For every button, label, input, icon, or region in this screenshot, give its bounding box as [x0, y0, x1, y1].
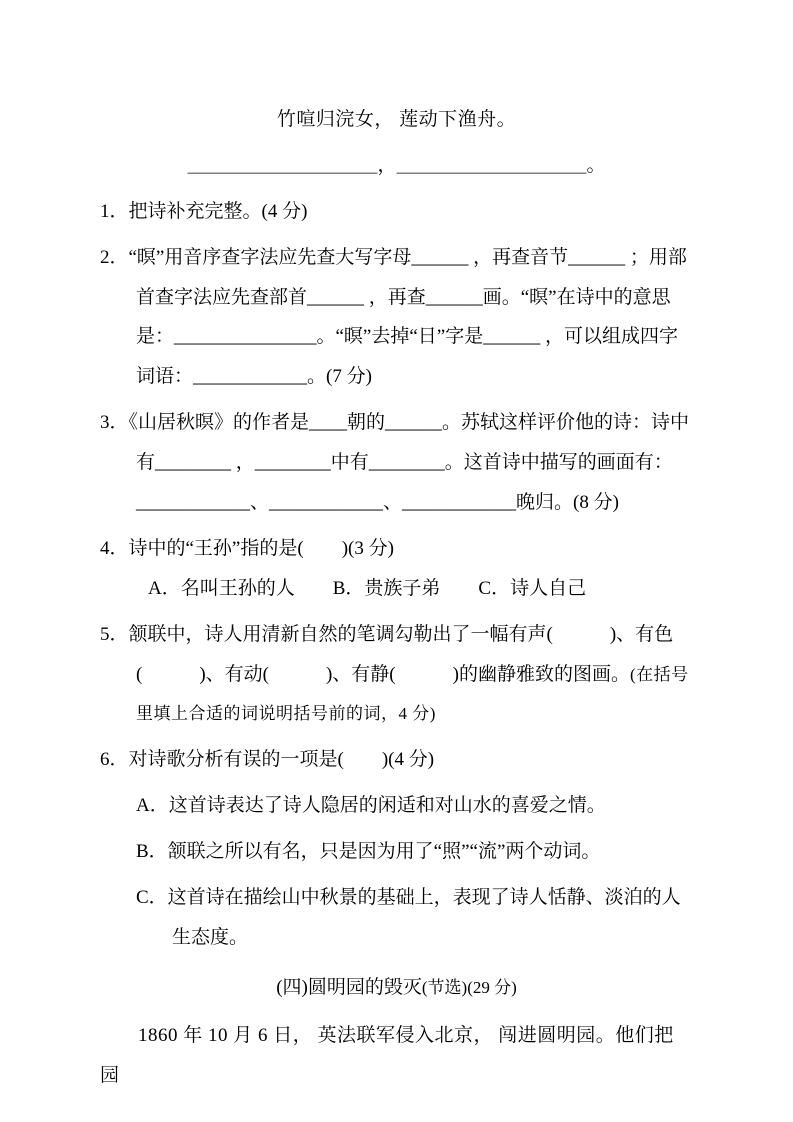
question-5	[100, 615, 693, 735]
section-title-note: (节选)(29 分)	[421, 977, 517, 997]
question-6-option-c: C．这首诗在描绘山中秋景的基础上，表现了诗人恬静、淡泊的人生态度。	[136, 887, 681, 948]
question-2: 2．“暝”用音序查字法应先查大写字母______ ，再查音节______ ；用部首查字法应先查部首______ ，再查______画。“暝”在诗中的意思是：_______________。“暝”去掉“日”字是______ ，可以组成四字词语：____________。(7 分)	[100, 246, 687, 388]
question-5-note: (在括号里填上合适的词说明括号前的词，4 分)	[136, 664, 689, 724]
question-1: 1．把诗补充完整。(4 分)	[100, 200, 308, 222]
question-4-options: A．名叫王孙的人 B．贵族子弟 C．诗人自己	[148, 577, 587, 599]
passage-paragraph: 1860 年 10 月 6 日， 英法联军侵入北京， 闯进圆明园。他们把园	[100, 1024, 674, 1086]
section-title-main: (四)圆明园的毁灭	[276, 976, 422, 998]
question-3: 3．《山居秋暝》的作者是____朝的______。苏轼这样评价他的诗：诗中有________ ，________中有________。这首诗中描写的画面有：____________、____________、____________晚归。(8 分)	[100, 412, 690, 514]
section-title	[100, 968, 693, 1008]
question-6: 6．对诗歌分析有误的一项是( )(4 分)	[100, 749, 435, 771]
question-5-text: 5．颔联中，诗人用清新自然的笔调勾勒出了一幅有声( )、有色( )、有动( )、有静( )的幽静雅致的图画。	[100, 623, 674, 685]
question-4: 4．诗中的“王孙”指的是( )(3 分)	[100, 537, 394, 559]
question-6-option-a: A．这首诗表达了诗人隐居的闲适和对山水的喜爱之情。	[136, 795, 606, 817]
question-6-option-b: B．颔联之所以有名，只是因为用了“照”“流”两个动词。	[136, 841, 601, 863]
answer-blanks-line: ＿＿＿＿＿＿＿＿＿＿，＿＿＿＿＿＿＿＿＿＿。	[187, 154, 606, 176]
poem-couplet: 竹喧归浣女， 莲动下渔舟。	[276, 109, 517, 130]
